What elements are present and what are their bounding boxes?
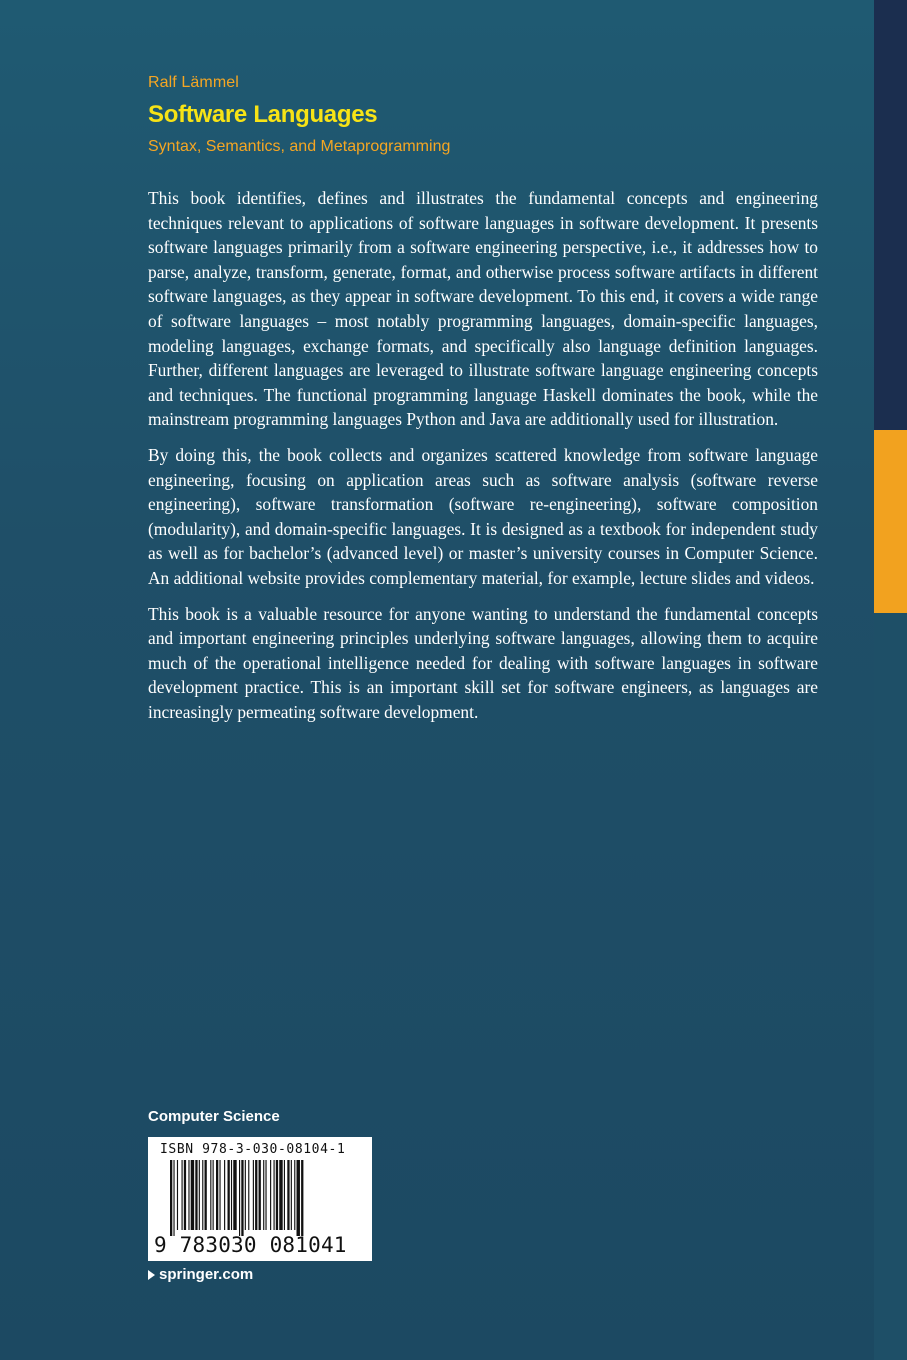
barcode-bar xyxy=(248,1160,249,1230)
barcode-bar xyxy=(255,1160,257,1230)
barcode-bar xyxy=(216,1160,218,1230)
barcode-bar xyxy=(205,1160,207,1230)
barcode-bar xyxy=(265,1160,266,1230)
barcode-bar xyxy=(231,1160,232,1230)
description-paragraph-3: This book is a valuable resource for anyone wanting to understand the fundamental concepts and important engineering principles underlying software languages, allowing them to acquire much of the operational intelligence needed for dealing with software languages in software development practice. This is an important skill set for software engineers, as languages are increasingly permeating software development. xyxy=(148,603,818,722)
description-paragraph-1: This book identifies, defines and illustrates the fundamental concepts and engineering techniques relevant to applications of software languages in software development. It presents software languages primarily from a software engineering perspective, i.e., it addresses how to parse, analyze, transform, generate, format, and otherwise process software artifacts in different software languages, as they appear in software development. To this end, it covers a wide range of software languages – most notably programming languages, domain-specific languages, modeling languages, exchange formats, and specifically also language definition languages. Further, different languages are leveraged to illustrate software language engineering concepts and techniques. The functional programming language Haskell dominates the book, while the mainstream programming languages Python and Java are additionally used for illustration. xyxy=(148,188,818,430)
barcode-bar xyxy=(274,1160,275,1230)
barcode-bar xyxy=(202,1160,203,1230)
spine-dark-band xyxy=(874,0,907,430)
arrow-right-icon xyxy=(148,1270,155,1280)
barcode-bar xyxy=(291,1160,292,1230)
spine-orange-band xyxy=(874,430,907,613)
barcode-bar xyxy=(195,1160,197,1230)
barcode-bar xyxy=(210,1160,211,1230)
book-title: Software Languages xyxy=(148,101,378,128)
barcode-bar xyxy=(177,1160,178,1230)
book-subtitle: Syntax, Semantics, and Metaprogramming xyxy=(148,138,451,155)
barcode-bar xyxy=(228,1160,230,1230)
barcode-bar xyxy=(182,1160,183,1230)
barcode-bar xyxy=(279,1160,282,1230)
publisher-link[interactable] xyxy=(148,1266,253,1283)
barcode-bar xyxy=(253,1160,254,1230)
barcode-bar xyxy=(259,1160,261,1230)
book-description xyxy=(148,186,818,735)
barcode-bar xyxy=(219,1160,220,1230)
ean-digits: 9 783030 081041 xyxy=(154,1233,347,1257)
barcode-bar xyxy=(173,1160,174,1236)
barcode-bar xyxy=(301,1160,303,1236)
barcode-bar xyxy=(188,1160,189,1230)
isbn-barcode xyxy=(148,1137,372,1261)
description-paragraph-2: By doing this, the book collects and organizes scattered knowledge from software language engineering, focusing on application areas such as software analysis (software reverse engineering), software transformation (software re-engineering), software composition (modularity), and domain-specific languages. It is designed as a textbook for independent study as well as for bachelor’s (advanced level) or master’s university courses in Computer Science. An additional website provides complementary material, for example, lecture slides and videos. xyxy=(148,444,818,588)
barcode-bar xyxy=(199,1160,200,1230)
barcode-bar xyxy=(213,1160,214,1230)
barcode-bars xyxy=(170,1160,352,1236)
publisher-link-label: springer.com xyxy=(159,1266,254,1283)
barcode-bar xyxy=(263,1160,264,1230)
barcode-bar xyxy=(184,1160,186,1230)
barcode-bar xyxy=(233,1160,236,1230)
barcode-bar xyxy=(297,1160,300,1236)
barcode-bar xyxy=(270,1160,271,1230)
barcode-bar xyxy=(239,1160,240,1236)
barcode-bar xyxy=(224,1160,225,1230)
barcode-bar xyxy=(287,1160,289,1230)
barcode-bar xyxy=(294,1160,295,1230)
barcode-bar xyxy=(284,1160,285,1230)
spine-lower-band xyxy=(874,613,907,1360)
barcode-bar xyxy=(170,1160,172,1236)
barcode-bar xyxy=(245,1160,246,1230)
barcode-bar xyxy=(276,1160,278,1230)
barcode-bar xyxy=(241,1160,243,1236)
subject-category: Computer Science xyxy=(148,1108,280,1125)
barcode-bar xyxy=(191,1160,194,1230)
author-name: Ralf Lämmel xyxy=(148,74,239,91)
isbn-label: ISBN 978-3-030-08104-1 xyxy=(160,1142,346,1157)
